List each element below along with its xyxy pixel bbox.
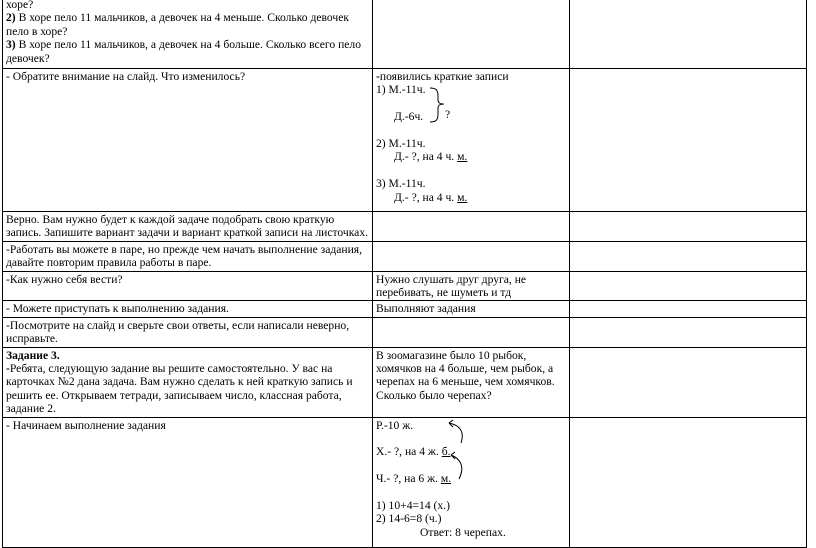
text-line: -Работать вы можете в паре, но прежде чем начать выполнение задания, давайте повторим правила работы в паре. — [6, 242, 363, 270]
student-cell — [373, 0, 570, 69]
task-number: 3) — [6, 38, 16, 52]
intro-text: появились краткие записи — [379, 70, 509, 83]
table-row — [3, 241, 807, 271]
text-line: Ответ: 8 черепах. — [420, 525, 506, 539]
underlined-text: м. — [457, 190, 468, 204]
task-3-text — [6, 38, 361, 64]
task-title: Задание 3. — [6, 348, 60, 362]
notes-cell — [570, 347, 807, 417]
notes-cell — [570, 317, 807, 347]
question-mark: ? — [445, 108, 451, 122]
dash-mark: - — [376, 70, 380, 83]
text-line: Д.-6ч. — [394, 110, 424, 124]
notes-cell — [570, 241, 807, 271]
student-cell — [373, 241, 570, 271]
teacher-cell — [3, 0, 373, 69]
problem-text: В зоомагазине было 10 рыбок, хомячков на 4 больше, чем рыбок, а черепах на 6 меньше, чем хомячков. Сколько было черепах? — [376, 348, 555, 402]
text-line: Ч.- ?, на 6 ж. м. — [376, 472, 452, 486]
solution-block — [376, 419, 566, 540]
underlined-text: м. — [457, 150, 468, 164]
text-line: Верно. Вам нужно будет к каждой задаче подобрать свою краткую запись. Запишите вариант задачи и вариант краткой записи на листочках. — [6, 213, 369, 240]
teacher-cell — [3, 301, 373, 317]
underlined-text: б. — [441, 445, 451, 459]
task-2-text — [6, 11, 349, 37]
text-line: 3) М.-11ч. — [376, 177, 426, 191]
table-row — [3, 417, 807, 547]
notes-cell — [570, 0, 807, 69]
table-row — [3, 69, 807, 212]
notes-cell — [570, 69, 807, 212]
table-row — [3, 347, 807, 417]
text-line — [376, 70, 566, 83]
text-line: Выполняют задания — [376, 302, 476, 316]
student-cell — [373, 347, 570, 417]
text-line: - Обратите внимание на слайд. Что изменилось? — [6, 70, 246, 83]
student-cell — [373, 69, 570, 212]
text-line: Р.-10 ж. — [376, 418, 414, 432]
notes-cell — [570, 212, 807, 242]
student-cell — [373, 301, 570, 317]
text-line: - Можете приступать к выполнению задания. — [6, 302, 229, 316]
text-line: 1) М.-11ч. — [376, 83, 426, 97]
teacher-cell — [3, 417, 373, 547]
teacher-cell — [3, 241, 373, 271]
text-line: 1) 10+4=14 (х.) — [376, 499, 450, 513]
text-line: Нужно слушать друг друга, не перебивать, не шуметь и тд — [376, 272, 527, 300]
dash-mark: - — [6, 362, 10, 376]
task-text: В хоре пело 11 мальчиков, а девочек на 4 больше. Сколько всего пело девочек? — [6, 38, 362, 65]
notes-cell — [570, 271, 807, 301]
table-row — [3, 317, 807, 347]
table-row — [3, 212, 807, 242]
text-line: хоре? — [6, 0, 34, 11]
student-cell — [373, 212, 570, 242]
teacher-cell — [3, 212, 373, 242]
arrow-icon — [441, 419, 471, 484]
teacher-cell — [3, 317, 373, 347]
notes-cell — [570, 417, 807, 547]
text-line: 2) М.-11ч. — [376, 137, 426, 150]
text-line: -Ребята, следующую задание вы решите самостоятельно. У вас на карточках №2 дана задача. Вам нужно сделать к ней краткую запись и решить ее. Открываем тетради, записываем число, классная работа, задание 2. — [6, 362, 353, 416]
task-number: 2) — [6, 11, 16, 25]
table-row — [3, 301, 807, 317]
text-line: 2) 14-6=8 (ч.) — [376, 512, 442, 526]
short-record-1 — [376, 83, 566, 123]
student-cell — [373, 417, 570, 547]
lesson-table — [2, 0, 807, 548]
text-line: Д.- ?, на 4 ч. м. — [394, 150, 468, 164]
underlined-text: м. — [440, 472, 452, 486]
text-line: -Посмотрите на слайд и сверьте свои ответы, если написали неверно, исправьте. — [6, 318, 350, 346]
student-cell — [373, 271, 570, 301]
notes-cell — [570, 301, 807, 317]
teacher-cell — [3, 271, 373, 301]
text-line: -Как нужно себя вести? — [6, 272, 123, 286]
table-row — [3, 271, 807, 301]
teacher-cell — [3, 69, 373, 212]
table-row — [3, 0, 807, 69]
text-line: - Начинаем выполнение задания — [6, 418, 166, 432]
text-line: Д.- ?, на 4 ч. м. — [394, 190, 468, 204]
student-cell — [373, 317, 570, 347]
task-text: В хоре пело 11 мальчиков, а девочек на 4 меньше. Сколько девочек пело в хоре? — [6, 11, 349, 38]
teacher-cell — [3, 347, 373, 417]
text-line: Х.- ?, на 4 ж. б. — [376, 445, 451, 459]
